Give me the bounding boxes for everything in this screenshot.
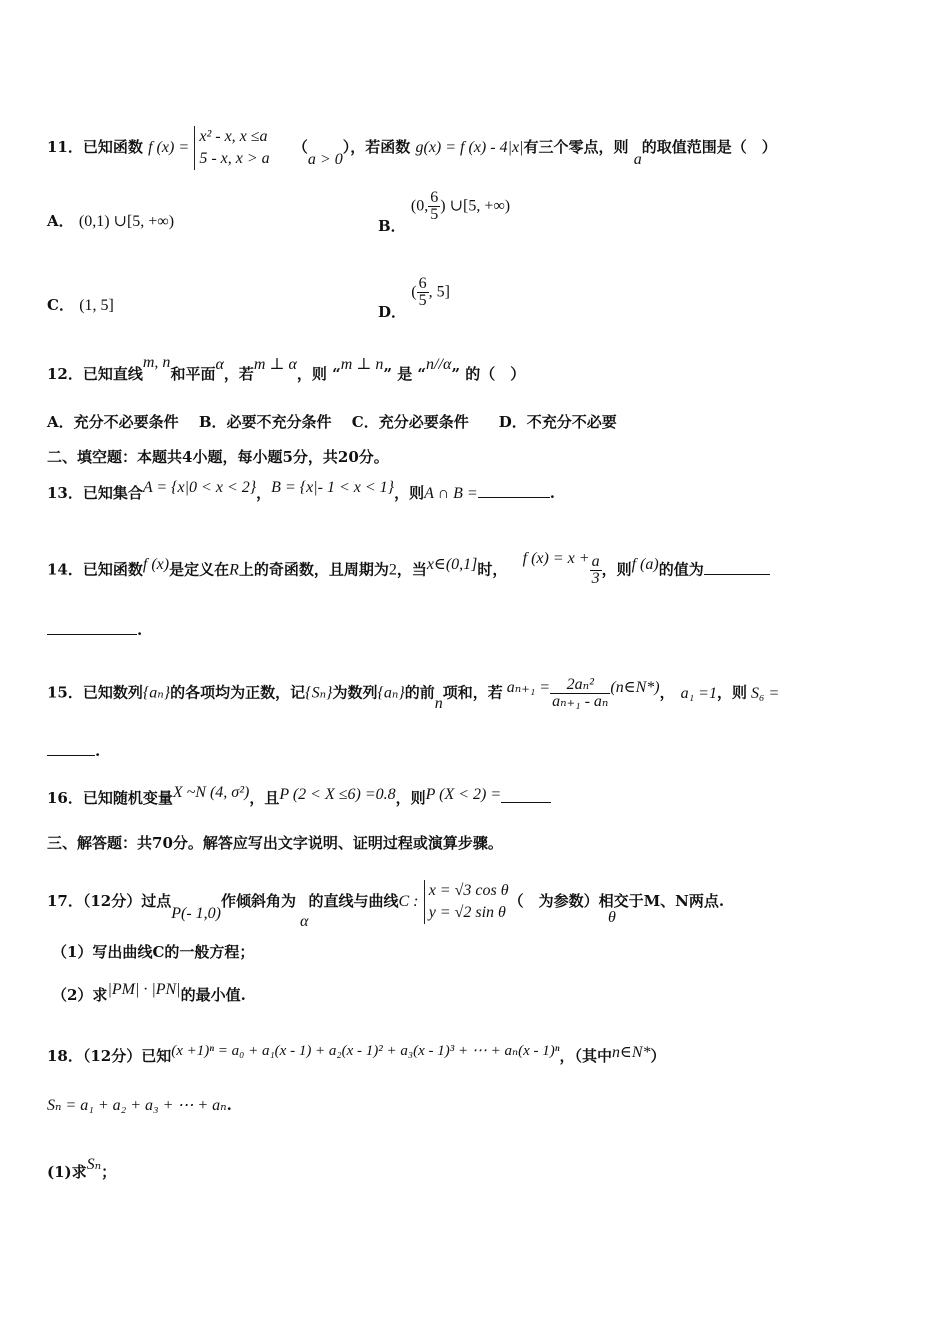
q15-continuation: . — [47, 740, 100, 761]
q14-continuation: . — [47, 619, 142, 640]
q17-theta: θ — [608, 909, 616, 926]
q11-option-c: C． (1, 5] — [47, 296, 114, 314]
q17-part-2: （2）求|PM| · |PN|的最小值. — [52, 981, 246, 1004]
question-15: 15．已知数列{aₙ}的各项均为正数，记{Sₙ}为数列{aₙ}的前n项和，若 aₙ₊₁ = $\frac{\text{2aₙ²}}{\text{aₙ₊₁ - aₙ}}$ (n∈N*)， a₁ =1，则 S₆ = — [47, 676, 780, 712]
q11-gx: g(x) = f (x) - 4|x| — [415, 139, 524, 156]
q13-answer-blank[interactable] — [478, 482, 550, 498]
q17-part-1: （1）写出曲线C的一般方程； — [52, 943, 255, 961]
q16-answer-blank[interactable] — [501, 787, 551, 803]
q11-fx: f (x) = — [148, 139, 190, 156]
question-16: 16．已知随机变量X ~N (4, σ²)，且P (2 < X ≤6) =0.8，则P (X < 2) = — [47, 787, 551, 809]
section-3-heading: 三、解答题：共70分。解答应写出文字说明、证明过程或演算步骤。 — [47, 834, 503, 852]
question-13: 13．已知集合A = {x|0 < x < 2}，B = {x|- 1 < x < 1}，则A ∩ B = . — [47, 479, 555, 502]
question-11: 11．已知函数 f (x) = x² - x, x ≤a 5 - x, x > a （a > 0），若函数 g(x) = f (x) - 4|x|有三个零点，则 a的取值范围是（ ） — [47, 128, 777, 168]
q14-answer-blank-2[interactable] — [47, 619, 137, 635]
q12-options: A．充分不必要条件 B．必要不充分条件 C．充分必要条件 D．不充分不必要 — [47, 413, 617, 431]
q11-option-d: D． ( $\frac{6}{5}$ , 5] — [378, 275, 450, 321]
section-2-heading: 二、填空题：本题共4小题，每小题5分，共20分。 — [47, 448, 389, 466]
question-12: 12．已知直线m, n和平面α，若m ⊥ α，则 “m ⊥ n” 是 “n//α” 的（ ） — [47, 354, 526, 383]
q11-label: 11．已知函数 — [47, 138, 143, 156]
q11-condition: a > 0 — [307, 151, 343, 168]
q11-piecewise: x² - x, x ≤a 5 - x, x > a — [194, 126, 269, 170]
question-14: 14．已知函数f (x)是定义在R上的奇函数，且周期为2，当x∈(0,1]时， f (x) = x + $\frac{a}{3}$ ，则f (a)的值为 — [47, 554, 770, 587]
question-17: 17．（12分）过点P(- 1,0)作倾斜角为α的直线与曲线C : x = √3 cos θ y = √2 sin θ （ 为参数）相交于M、N两点. — [47, 882, 725, 930]
question-18: 18．（12分）已知(x +1)ⁿ = a₀ + a₁(x - 1) + a₂(x - 1)² + a₃(x - 1)³ + ⋯ + aₙ(x - 1)ⁿ，（其中n∈N*） — [47, 1043, 666, 1065]
q18-part-1: (1)求Sₙ； — [47, 1156, 117, 1181]
q18-sn-definition: Sₙ = a₁ + a₂ + a₃ + ⋯ + aₙ. — [47, 1096, 232, 1114]
q14-answer-blank[interactable] — [704, 559, 770, 575]
q11-option-a: A． (0,1) ∪[5, +∞) — [47, 212, 175, 230]
q17-parametric: x = √3 cos θ y = √2 sin θ — [424, 880, 509, 924]
q11-option-b: B． (0, $\frac{6}{5}$ ) ∪[5, +∞) — [378, 189, 511, 235]
q15-answer-blank[interactable] — [47, 740, 95, 756]
